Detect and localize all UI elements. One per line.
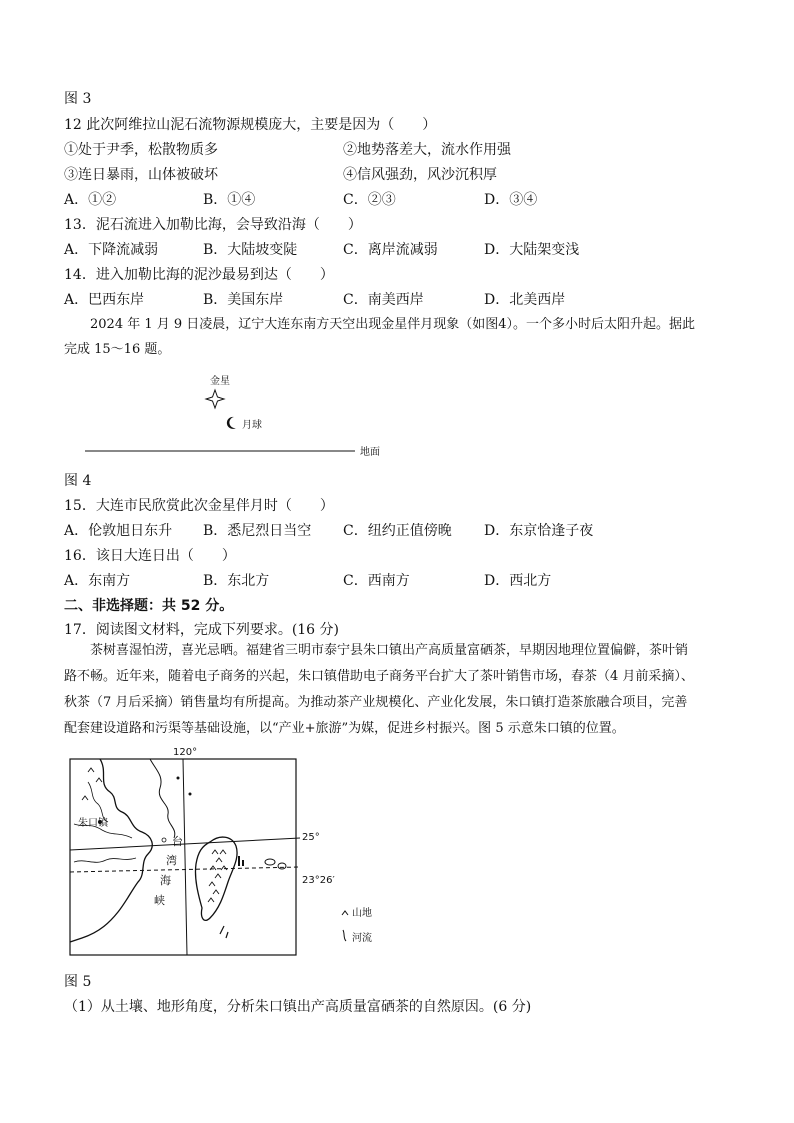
- q16-stem: 16．该日大连日出（ ）: [64, 548, 236, 564]
- island-south: [220, 926, 228, 938]
- q12-statement-3: ③连日暴雨，山体被破坏: [64, 167, 218, 183]
- legend-mountain-label: 山地: [352, 908, 372, 919]
- q13-stem: 13．泥石流进入加勒比海，会导致沿海（ ）: [64, 217, 362, 233]
- island-4: [278, 863, 286, 869]
- q15-option-d[interactable]: D．东京恰逢子夜: [484, 523, 594, 539]
- lon-120-label: 120°: [173, 747, 198, 758]
- mainland-coastline-north: [150, 759, 175, 838]
- lat-23-label: 23°26′: [302, 875, 335, 886]
- q14-option-a[interactable]: A．巴西东岸: [64, 292, 145, 308]
- figure-5-map: [60, 742, 400, 962]
- river-upper: [88, 782, 108, 822]
- q17-para-line3: 秋茶（7 月后采摘）销售量均有所提高。为推动茶产业规模化、产业化发展，朱口镇打造茶旅融合项目，完善: [64, 695, 688, 710]
- q17-para-line4: 配套建设道路和污渠等基础设施，以“产业+旅游”为媒，促进乡村振兴。图 5 示意朱口镇的位置。: [64, 721, 625, 736]
- q14-option-d[interactable]: D．北美西岸: [484, 292, 566, 308]
- q12-stem: 12 此次阿维拉山泥石流物源规模庞大，主要是因为（ ）: [64, 117, 437, 133]
- q17-stem: 17．阅读图文材料，完成下列要求。(16 分): [64, 622, 340, 638]
- q16-option-d[interactable]: D．西北方: [484, 573, 552, 589]
- island-2: [242, 860, 244, 866]
- q15-option-a[interactable]: A．伦敦旭日东升: [64, 523, 173, 539]
- q12-option-d[interactable]: D．③④: [484, 192, 538, 208]
- island-dot-2: [189, 793, 192, 796]
- island-3: [265, 859, 275, 865]
- lat-25-label: 25°: [302, 832, 320, 843]
- venus-star-icon: [206, 390, 224, 408]
- q17-para-line2: 路不畅。近年来，随着电子商务的兴起，朱口镇借助电子商务平台扩大了茶叶销售市场，春茶（4 月前采摘）、: [64, 669, 694, 684]
- q13-option-c[interactable]: C．离岸流减弱: [343, 242, 438, 258]
- q12-statement-1: ①处于尹季，松散物质多: [64, 142, 218, 158]
- q15-option-c[interactable]: C．纽约正值傍晚: [343, 523, 452, 539]
- island-pingtan: [162, 838, 166, 842]
- q13-option-d[interactable]: D．大陆架变浅: [484, 242, 580, 258]
- island-dot-1: [177, 777, 180, 780]
- fig4-ground-label: 地面: [360, 447, 380, 458]
- strait-char-2: 湾: [166, 854, 177, 867]
- figure-4: [60, 370, 400, 465]
- q12-option-b[interactable]: B．①④: [203, 192, 256, 208]
- intro-15-16-line1: 2024 年 1 月 9 日凌晨，辽宁大连东南方天空出现金星伴月现象（如图4）。一个多小时后太阳升起。据此: [90, 317, 696, 332]
- q14-option-b[interactable]: B．美国东岸: [203, 292, 284, 308]
- q13-option-b[interactable]: B．大陆坡变陡: [203, 242, 298, 258]
- q12-option-c[interactable]: C．②③: [343, 192, 396, 208]
- strait-char-1: 台: [172, 835, 183, 848]
- island-1: [238, 856, 240, 866]
- q16-option-a[interactable]: A．东南方: [64, 573, 131, 589]
- river-jiulong: [74, 858, 136, 862]
- legend-mountain-icon: [342, 911, 348, 915]
- mainland-mountains: [82, 768, 102, 800]
- q17-paragraph: [64, 638, 744, 742]
- longitude-120-line: [183, 759, 187, 955]
- fig5-caption: 图 5: [64, 974, 92, 990]
- q17-sub1: （1）从土壤、地形角度，分析朱口镇出产高质量富硒茶的自然原因。(6 分): [64, 999, 532, 1015]
- legend-river-label: 河流: [352, 933, 372, 944]
- q12-statement-4: ④信风强劲，风沙沉积厚: [343, 167, 497, 183]
- moon-crescent-icon: [227, 417, 236, 429]
- fig4-caption: 图 4: [64, 473, 92, 489]
- strait-char-4: 峡: [154, 894, 165, 907]
- fig4-venus-label: 金星: [210, 376, 230, 387]
- taiwan-island: [195, 837, 237, 920]
- fig3-caption: 图 3: [64, 91, 92, 107]
- fig4-moon-label: 月球: [242, 420, 262, 431]
- q14-stem: 14．进入加勒比海的泥沙最易到达（ ）: [64, 267, 334, 283]
- q16-option-c[interactable]: C．西南方: [343, 573, 410, 589]
- section-2-title: 二、非选择题：共 52 分。: [64, 598, 234, 614]
- legend-river-icon: [343, 930, 346, 941]
- mainland-coastline: [70, 759, 152, 942]
- q13-option-a[interactable]: A．下降流减弱: [64, 242, 159, 258]
- q15-option-b[interactable]: B．悉尼烈日当空: [203, 523, 312, 539]
- q12-option-a[interactable]: A．①②: [64, 192, 117, 208]
- intro-15-16-line2: 完成 15～16 题。: [64, 342, 171, 357]
- strait-char-3: 海: [160, 874, 171, 887]
- q14-option-c[interactable]: C．南美西岸: [343, 292, 424, 308]
- q12-statement-2: ②地势落差大，流水作用强: [343, 142, 511, 158]
- zhukou-town-label: 朱口镇: [78, 818, 108, 829]
- q16-option-b[interactable]: B．东北方: [203, 573, 270, 589]
- q15-stem: 15．大连市民欣赏此次金星伴月时（ ）: [64, 498, 334, 514]
- q17-para-line1: 茶树喜湿怕涝，喜光忌晒。福建省三明市泰宁县朱口镇出产高质量富硒茶，早期因地理位置偏僻，茶叶销: [90, 643, 689, 658]
